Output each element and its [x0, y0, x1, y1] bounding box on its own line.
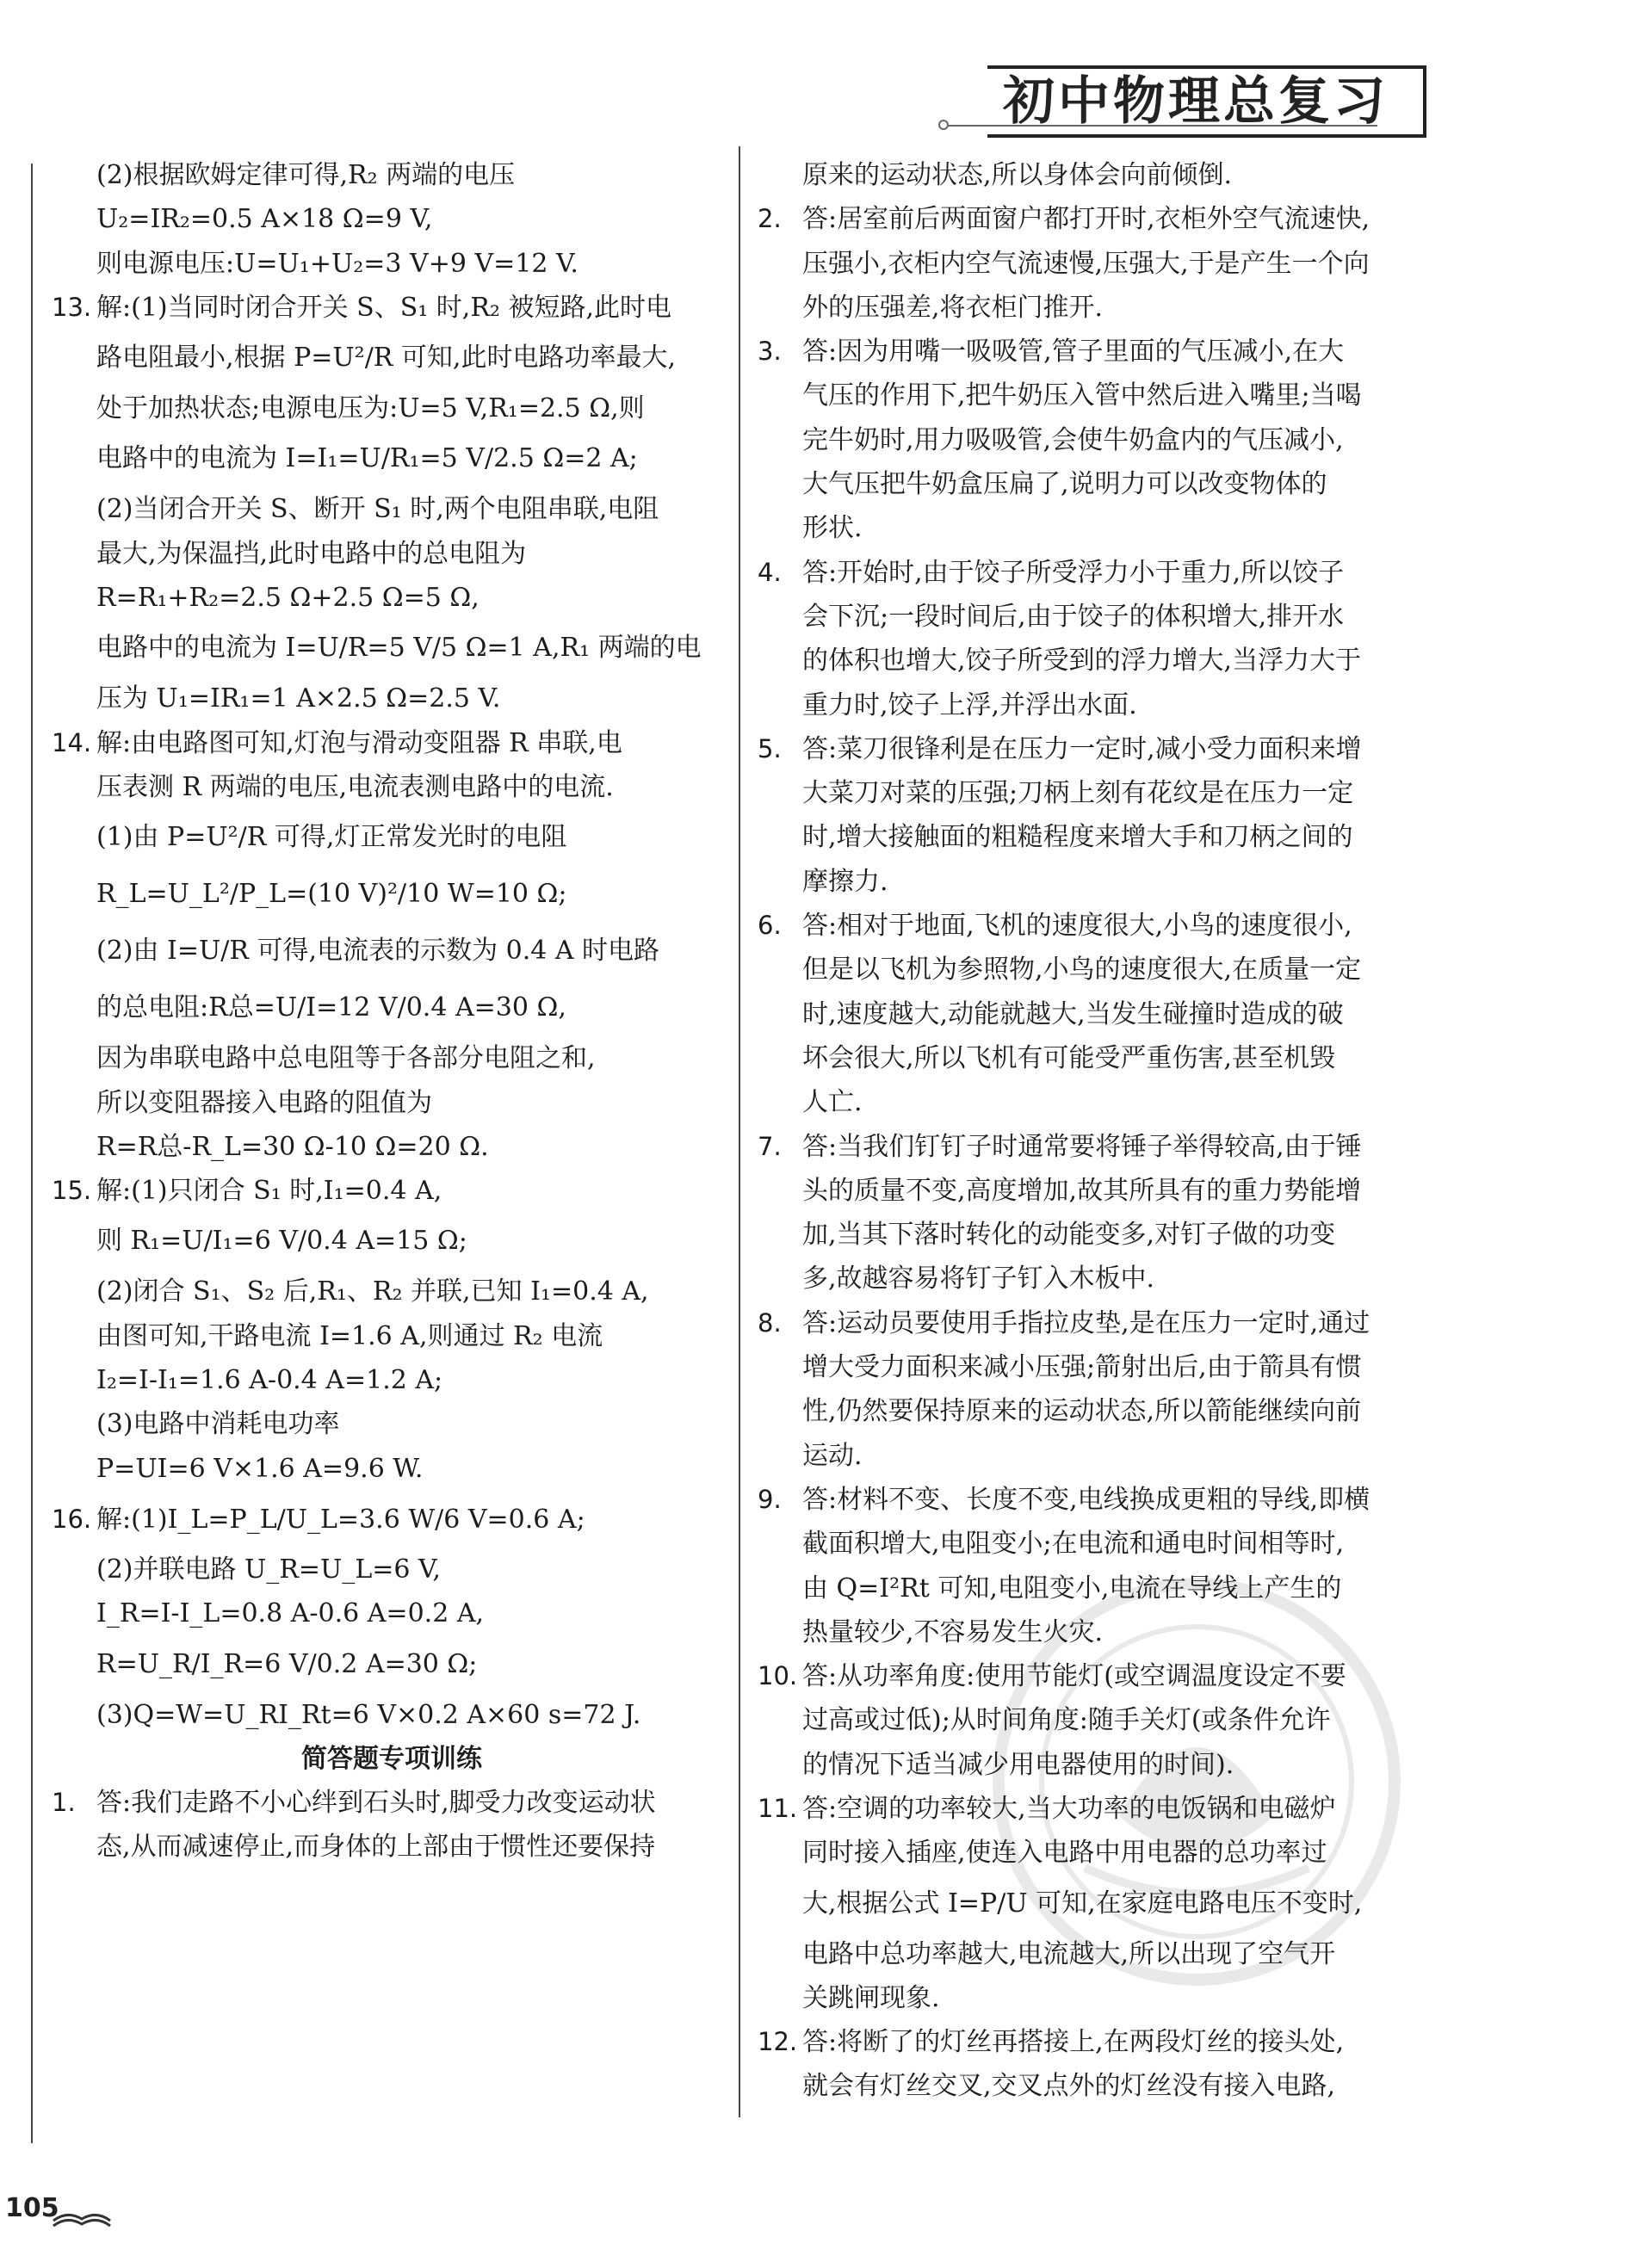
line-text: 简答题专项训练: [301, 1743, 482, 1774]
left-column-line: [52, 809, 732, 866]
line-text: R=R₁+R₂=2.5 Ω+2.5 Ω=5 Ω,: [96, 583, 480, 614]
question-number: 1.: [52, 1788, 76, 1818]
right-column-line: [758, 462, 1438, 506]
right-column-line: [758, 1522, 1438, 1566]
right-column-line: [758, 1257, 1438, 1301]
right-column-line: [758, 1125, 1438, 1169]
right-column-line: [758, 639, 1438, 683]
line-text: 时,增大接触面的粗糙程度来增大手和刀柄之间的: [802, 822, 1353, 853]
question-number: 6.: [758, 911, 782, 941]
line-text: 答:从功率角度:使用节能灯(或空调温度设定不要: [802, 1661, 1346, 1692]
line-text: (2)由 I=U/R 可得,电流表的示数为 0.4 A 时电路: [96, 936, 660, 967]
line-text: 由 Q=I²Rt 可知,电阻变小,电流在导线上产生的: [802, 1573, 1342, 1604]
right-column-line: [758, 418, 1438, 462]
line-text: 完牛奶时,用力吸吸管,会使牛奶盒内的气压减小,: [802, 424, 1344, 455]
right-column-line: [758, 1787, 1438, 1831]
right-column-line: [758, 904, 1438, 948]
left-column-line: [52, 1125, 732, 1169]
line-text: 的总电阻:R总=U/I=12 V/0.4 A=30 Ω,: [96, 992, 566, 1023]
right-column-line: [758, 2064, 1438, 2108]
question-number: 5.: [758, 733, 782, 763]
line-text: 的体积也增大,饺子所受到的浮力增大,当浮力大于: [802, 646, 1362, 677]
left-column-line: [52, 765, 732, 809]
line-text: 答:当我们钉钉子时通常要将锤子举得较高,由于锤: [802, 1131, 1362, 1162]
left-column-line: [52, 1491, 732, 1548]
right-column-line: [758, 374, 1438, 417]
line-text: 大菜刀对菜的压强;刀柄上刻有花纹是在压力一定: [802, 778, 1354, 809]
line-text: 压表测 R 两端的电压,电流表测电路中的电流.: [96, 771, 614, 802]
line-text: 气压的作用下,把牛奶压入管中然后进入嘴里;当喝: [802, 380, 1362, 411]
left-column-line: [52, 532, 732, 576]
header-title: 初中物理总复习: [987, 65, 1426, 138]
line-text: 答:相对于地面,飞机的速度很大,小鸟的速度很小,: [802, 911, 1352, 942]
question-number: 4.: [758, 557, 782, 587]
right-column-line: [758, 1213, 1438, 1257]
left-column-line: [52, 430, 732, 487]
line-text: 由图可知,干路电流 I=1.6 A,则通过 R₂ 电流: [96, 1320, 603, 1351]
open-book-icon: [52, 2203, 112, 2229]
left-column-line: [52, 620, 732, 677]
right-column-line: [758, 1698, 1438, 1742]
line-text: 大,根据公式 I=P/U 可知,在家庭电路电压不变时,: [802, 1888, 1363, 1919]
left-column-line: [52, 1270, 732, 1313]
line-text: R=U_R/I_R=6 V/0.2 A=30 Ω;: [96, 1648, 478, 1679]
line-text: 解:由电路图可知,灯泡与滑动变阻器 R 串联,电: [96, 727, 622, 758]
line-text: 答:材料不变、长度不变,电线换成更粗的导线,即横: [802, 1484, 1370, 1515]
right-column-line: [758, 506, 1438, 550]
line-text: 解:(1)I_L=P_L/U_L=3.6 W/6 V=0.6 A;: [96, 1504, 585, 1535]
left-column-line: [52, 1825, 732, 1869]
right-column-line: [758, 153, 1438, 197]
line-text: 头的质量不变,高度增加,故其所具有的重力势能增: [802, 1175, 1362, 1206]
line-text: 则 R₁=U/I₁=6 V/0.4 A=15 Ω;: [96, 1226, 467, 1257]
line-text: 电路中总功率越大,电流越大,所以出现了空气开: [802, 1938, 1336, 1969]
right-column-line: [758, 1831, 1438, 1875]
left-column-line: [52, 866, 732, 923]
question-number: 8.: [758, 1307, 782, 1338]
line-text: 处于加热状态;电源电压为:U=5 V,R₁=2.5 Ω,则: [96, 393, 645, 424]
line-text: R=R总-R_L=30 Ω-10 Ω=20 Ω.: [96, 1131, 489, 1162]
left-column-line: [52, 197, 732, 241]
line-text: 路电阻最小,根据 P=U²/R 可知,此时电路功率最大,: [96, 343, 677, 374]
right-column-line: [758, 330, 1438, 374]
right-column-line: [758, 1743, 1438, 1787]
left-column-line: [52, 1447, 732, 1491]
line-text: 答:居室前后两面窗户都打开时,衣柜外空气流速快,: [802, 204, 1370, 235]
line-text: U₂=IR₂=0.5 A×18 Ω=9 V,: [96, 204, 433, 235]
line-text: (2)当闭合开关 S、断开 S₁ 时,两个电阻串联,电阻: [96, 494, 659, 525]
line-text: 热量较少,不容易发生火灾.: [802, 1616, 1104, 1647]
question-number: 11.: [758, 1793, 798, 1823]
right-column-line: [758, 1610, 1438, 1654]
right-column-line: [758, 683, 1438, 727]
line-text: 运动.: [802, 1440, 863, 1471]
line-text: R_L=U_L²/P_L=(10 V)²/10 W=10 Ω;: [96, 879, 567, 910]
line-text: P=UI=6 V×1.6 A=9.6 W.: [96, 1453, 424, 1484]
line-text: (2)根据欧姆定律可得,R₂ 两端的电压: [96, 160, 516, 190]
line-text: 就会有灯丝交叉,交叉点外的灯丝没有接入电路,: [802, 2071, 1336, 2102]
right-column-line: [758, 1654, 1438, 1698]
line-text: 答:将断了的灯丝再搭接上,在两段灯丝的接头处,: [802, 2027, 1345, 2058]
line-text: 的情况下适当减少用电器使用的时间).: [802, 1749, 1234, 1780]
line-text: 性,仍然要保持原来的运动状态,所以箭能继续向前: [802, 1396, 1362, 1427]
left-column-line: [52, 1781, 732, 1825]
right-column-line: [758, 1434, 1438, 1478]
line-text: 原来的运动状态,所以身体会向前倾倒.: [802, 160, 1233, 190]
right-column-line: [758, 242, 1438, 286]
question-number: 15.: [52, 1176, 92, 1206]
line-text: 人亡.: [802, 1087, 863, 1118]
line-text: 压强小,衣柜内空气流速慢,压强大,于是产生一个向: [802, 248, 1370, 279]
right-column-line: [758, 1876, 1438, 1932]
left-column-line: [52, 721, 732, 765]
header-ornament-line: [947, 125, 1377, 127]
question-number: 12.: [758, 2027, 798, 2057]
line-text: I_R=I-I_L=0.8 A-0.6 A=0.2 A,: [96, 1598, 485, 1629]
line-text: 态,从而减速停止,而身体的上部由于惯性还要保持: [96, 1832, 656, 1863]
line-text: 截面积增大,电阻变小;在电流和通电时间相等时,: [802, 1529, 1345, 1560]
left-column-line: [52, 330, 732, 386]
right-column-line: [758, 1567, 1438, 1610]
page-number: 105: [5, 2193, 59, 2223]
right-column-line: [758, 1389, 1438, 1433]
right-column-line: [758, 992, 1438, 1036]
right-column-line: [758, 1036, 1438, 1080]
line-text: 多,故越容易将钉子钉入木板中.: [802, 1264, 1155, 1295]
line-text: 外的压强差,将衣柜门推开.: [802, 292, 1104, 323]
right-column-line: [758, 2020, 1438, 2064]
left-column-line: [52, 1213, 732, 1270]
left-column-line: [52, 923, 732, 980]
right-column-line: [758, 1932, 1438, 1976]
left-column-line: [52, 1036, 732, 1080]
line-text: I₂=I-I₁=1.6 A-0.4 A=1.2 A;: [96, 1365, 443, 1396]
line-text: 电路中的电流为 I=U/R=5 V/5 Ω=1 A,R₁ 两端的电: [96, 633, 702, 664]
left-column-line: [52, 980, 732, 1036]
line-text: (3)Q=W=U_RI_Rt=6 V×0.2 A×60 s=72 J.: [96, 1699, 641, 1730]
line-text: 会下沉;一段时间后,由于饺子的体积增大,排开水: [802, 601, 1345, 632]
line-text: 时,速度越大,动能就越大,当发生碰撞时造成的破: [802, 998, 1344, 1029]
left-column-line: [52, 1169, 732, 1213]
left-column-line: [52, 242, 732, 286]
left-column-line: [52, 1636, 732, 1693]
line-text: (3)电路中消耗电功率: [96, 1409, 340, 1440]
left-column-line: [52, 153, 732, 197]
left-column-line: [52, 386, 732, 430]
right-column-line: [758, 948, 1438, 992]
question-number: 3.: [758, 337, 782, 367]
right-column: [758, 153, 1438, 2109]
left-column-line: [52, 677, 732, 720]
line-text: 关跳闸现象.: [802, 1982, 940, 2013]
right-column-line: [758, 1169, 1438, 1213]
right-column-line: [758, 1478, 1438, 1522]
line-text: 答:空调的功率较大,当大功率的电饭锅和电磁炉: [802, 1793, 1336, 1824]
left-column-line: [52, 1548, 732, 1591]
right-column-line: [758, 815, 1438, 859]
line-text: 增大受力面积来减小压强;箭射出后,由于箭具有惯: [802, 1352, 1362, 1383]
line-text: 答:因为用嘴一吸吸管,管子里面的气压减小,在大: [802, 337, 1345, 368]
right-column-line: [758, 595, 1438, 639]
column-divider: [739, 146, 740, 2117]
right-column-line: [758, 551, 1438, 595]
line-text: 答:开始时,由于饺子所受浮力小于重力,所以饺子: [802, 557, 1345, 588]
line-text: 摩擦力.: [802, 866, 888, 897]
line-text: (2)闭合 S₁、S₂ 后,R₁、R₂ 并联,已知 I₁=0.4 A,: [96, 1276, 649, 1307]
line-text: 形状.: [802, 513, 863, 544]
line-text: 答:运动员要使用手指拉皮垫,是在压力一定时,通过: [802, 1307, 1370, 1338]
line-text: (1)由 P=U²/R 可得,灯正常发光时的电阻: [96, 822, 567, 853]
line-text: 所以变阻器接入电路的阻值为: [96, 1087, 432, 1118]
left-column-line: [52, 1358, 732, 1402]
right-column-line: [758, 1976, 1438, 2020]
line-text: 同时接入插座,使连入电路中用电器的总功率过: [802, 1838, 1327, 1869]
left-column-line: [52, 1402, 732, 1446]
left-column: [52, 153, 732, 1869]
question-number: 13.: [52, 292, 92, 322]
question-number: 10.: [758, 1661, 798, 1691]
left-column-line: [52, 1081, 732, 1125]
line-text: 最大,为保温挡,此时电路中的总电阻为: [96, 538, 527, 569]
right-column-line: [758, 286, 1438, 330]
question-number: 16.: [52, 1504, 92, 1534]
line-text: 解:(1)只闭合 S₁ 时,I₁=0.4 A,: [96, 1176, 442, 1207]
left-margin-rule: [31, 164, 33, 2143]
line-text: 则电源电压:U=U₁+U₂=3 V+9 V=12 V.: [96, 248, 579, 279]
right-column-line: [758, 1301, 1438, 1345]
right-column-line: [758, 197, 1438, 241]
question-number: 2.: [758, 204, 782, 234]
line-text: 答:菜刀很锋利是在压力一定时,减小受力面积来增: [802, 733, 1362, 764]
line-text: 但是以飞机为参照物,小鸟的速度很大,在质量一定: [802, 955, 1362, 986]
right-column-line: [758, 727, 1438, 771]
left-column-line: [52, 1737, 732, 1781]
line-text: 压为 U₁=IR₁=1 A×2.5 Ω=2.5 V.: [96, 683, 501, 714]
left-column-line: [52, 1693, 732, 1737]
question-number: 14.: [52, 727, 92, 757]
right-column-line: [758, 860, 1438, 904]
line-text: (2)并联电路 U_R=U_L=6 V,: [96, 1554, 441, 1585]
right-column-line: [758, 771, 1438, 815]
left-column-line: [52, 576, 732, 620]
line-text: 过高或过低);从时间角度:随手关灯(或条件允许: [802, 1705, 1331, 1736]
line-text: 坏会很大,所以飞机有可能受严重伤害,甚至机毁: [802, 1042, 1336, 1073]
line-text: 重力时,饺子上浮,并浮出水面.: [802, 689, 1137, 720]
line-text: 加,当其下落时转化的动能变多,对钉子做的功变: [802, 1220, 1336, 1251]
line-text: 因为串联电路中总电阻等于各部分电阻之和,: [96, 1043, 596, 1074]
right-column-line: [758, 1345, 1438, 1389]
left-column-line: [52, 1591, 732, 1635]
line-text: 解:(1)当同时闭合开关 S、S₁ 时,R₂ 被短路,此时电: [96, 292, 672, 323]
left-column-line: [52, 487, 732, 531]
line-text: 大气压把牛奶盒压扁了,说明力可以改变物体的: [802, 469, 1327, 500]
right-column-line: [758, 1080, 1438, 1124]
left-column-line: [52, 286, 732, 330]
question-number: 7.: [758, 1131, 782, 1161]
question-number: 9.: [758, 1484, 782, 1514]
left-column-line: [52, 1314, 732, 1358]
line-text: 答:我们走路不小心绊到石头时,脚受力改变运动状: [96, 1788, 656, 1819]
line-text: 电路中的电流为 I=I₁=U/R₁=5 V/2.5 Ω=2 A;: [96, 443, 638, 474]
